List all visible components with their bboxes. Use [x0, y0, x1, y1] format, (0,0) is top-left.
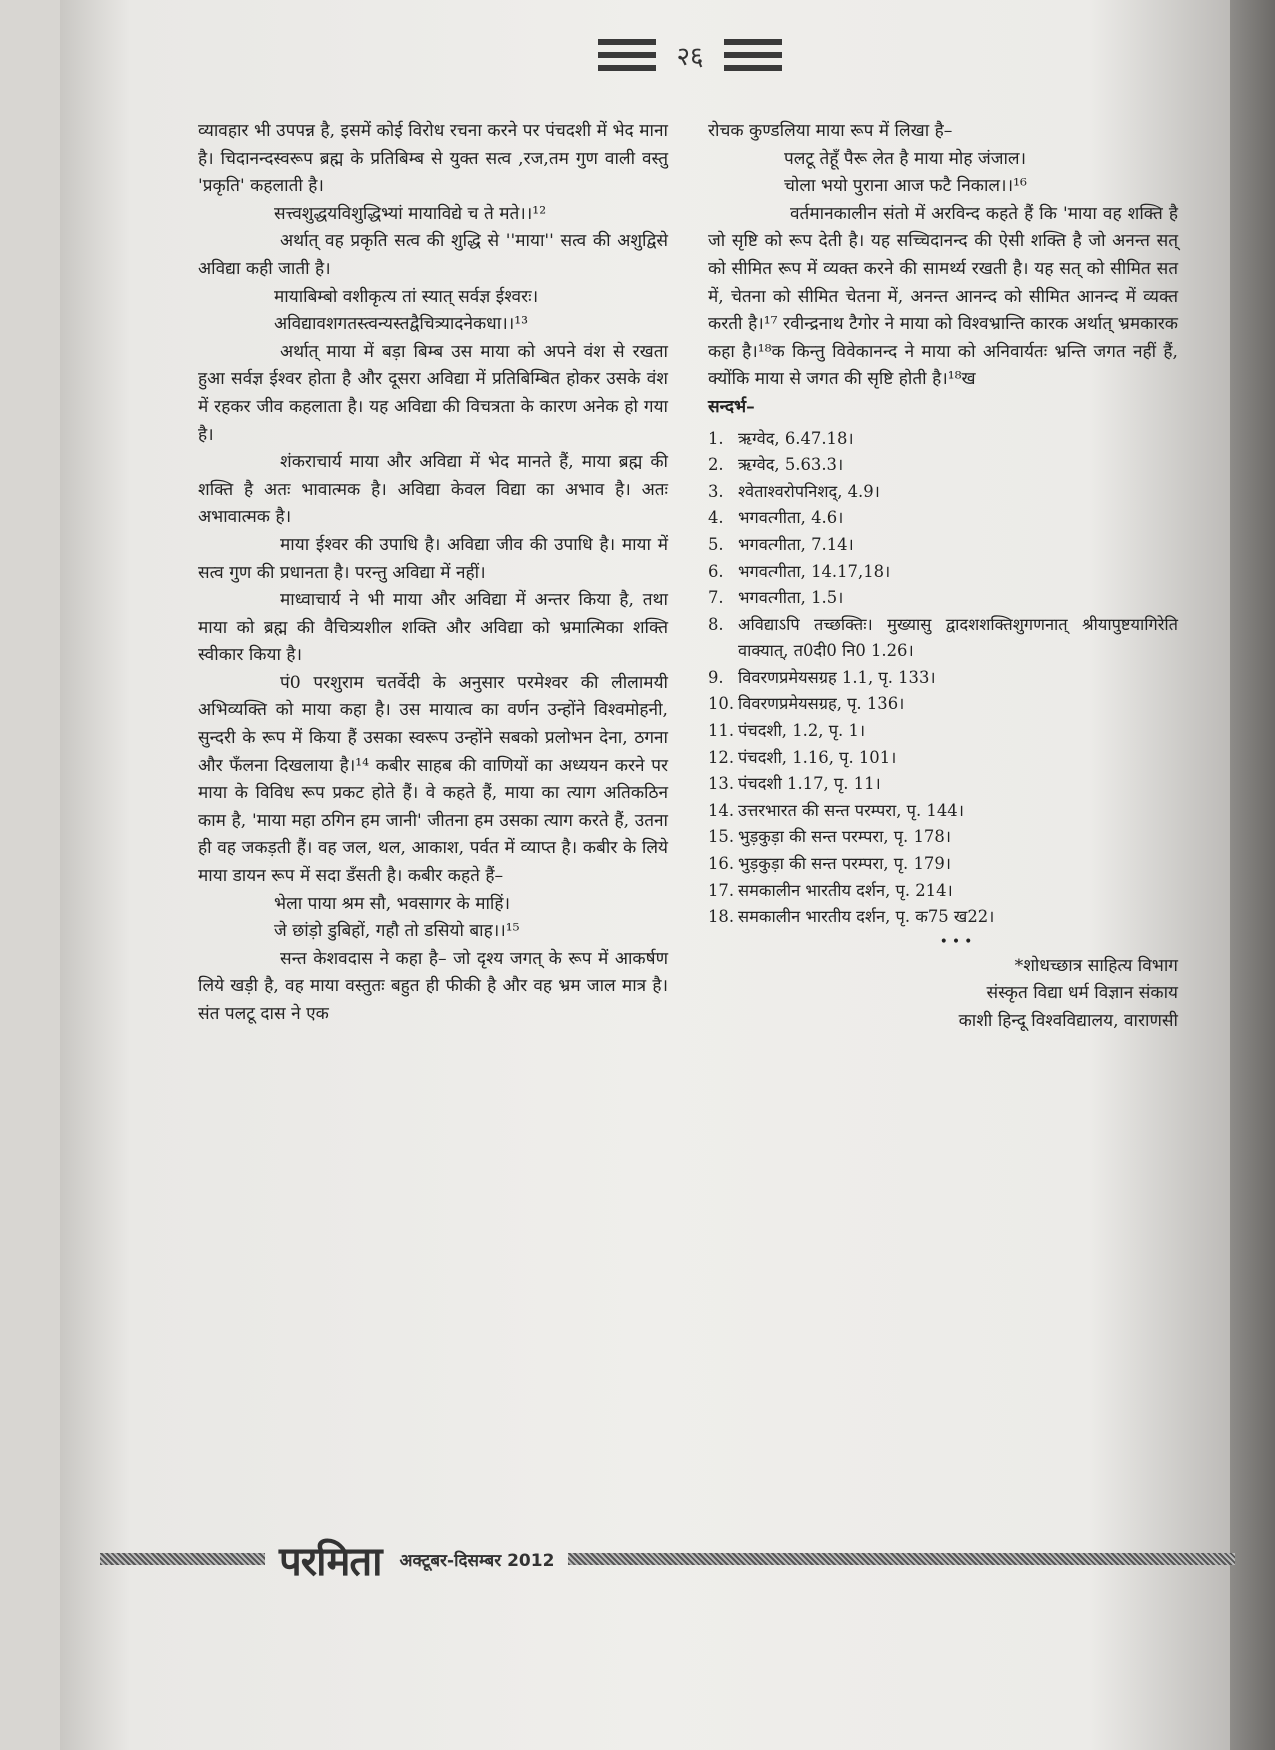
verse-line: चोला भयो पुराना आज फटै निकाल।।¹⁶	[784, 176, 1027, 197]
reference-item	[708, 718, 1178, 745]
reference-number: 17.	[708, 880, 735, 900]
verse-line: अविद्यावशगतस्त्वन्यस्तद्वैचित्र्यादनेकधा।।¹³	[274, 314, 529, 335]
left-column	[198, 118, 668, 1029]
reference-number: 10.	[708, 694, 735, 714]
author-line: संस्कृत विद्या धर्म विज्ञान संकाय	[986, 983, 1178, 1004]
reference-number: 18.	[708, 907, 735, 927]
reference-number: 8.	[708, 614, 724, 634]
page-header	[600, 20, 780, 90]
page-footer	[20, 1538, 1235, 1585]
page-number: २६	[676, 42, 704, 72]
author-affiliation	[708, 953, 1178, 1036]
footer-stripe	[100, 1553, 265, 1565]
reference-text: उत्तरभारत की सन्त परम्परा, पृ. 144।	[738, 800, 964, 820]
reference-text: पंचदशी, 1.16, पृ. 101।	[738, 747, 897, 767]
reference-item	[708, 691, 1178, 718]
reference-number: 1.	[708, 428, 724, 448]
references-list	[708, 426, 1178, 931]
reference-item	[708, 851, 1178, 878]
reference-text: भगवत्गीता, 1.5।	[738, 588, 844, 608]
paragraph: सन्त केशवदास ने कहा है– जो दृश्य जगत् के रूप में आकर्षण लिये खड़ी है, वह माया वस्तुतः बहुत ही फीकी है और वह भ्रम जाल मात्र है। संत पलटू दास ने एक	[198, 948, 668, 1024]
reference-text: अविद्याऽपि तच्छक्तिः। मुख्यासु द्वादशशक्तिशुगणनात् श्रीयापुष्टयागिरेति वाक्यात्, त0दी0 नि0 1.26।	[738, 614, 1178, 661]
reference-text: भुड़कुड़ा की सन्त परम्परा, पृ. 179।	[738, 854, 951, 874]
reference-text: भुड़कुड़ा की सन्त परम्परा, पृ. 178।	[738, 827, 951, 847]
reference-item	[708, 745, 1178, 772]
verse-line: भेला पाया श्रम सौ, भवसागर के माहिं।	[274, 893, 511, 914]
reference-item	[708, 665, 1178, 692]
reference-item	[708, 532, 1178, 559]
verse-line: मायाबिम्बो वशीकृत्य तां स्यात् सर्वज्ञ ईश्वरः।	[274, 286, 539, 307]
reference-text: समकालीन भारतीय दर्शन, पृ. 214।	[738, 880, 953, 900]
reference-number: 3.	[708, 481, 724, 501]
magazine-logo: परमिता	[279, 1538, 382, 1585]
verse-line: सत्त्वशुद्धयविशुद्धिभ्यां मायाविद्ये च ते मते।।¹²	[274, 203, 547, 224]
reference-text: विवरणप्रमेयसग्रह 1.1, पृ. 133।	[738, 667, 936, 687]
reference-item	[708, 771, 1178, 798]
header-ornament-left	[598, 39, 656, 71]
reference-number: 13.	[708, 774, 735, 794]
reference-text: भगवत्गीता, 14.17,18।	[738, 561, 891, 581]
reference-number: 15.	[708, 827, 735, 847]
reference-item	[708, 426, 1178, 453]
reference-number: 5.	[708, 534, 724, 554]
reference-item	[708, 798, 1178, 825]
reference-number: 9.	[708, 667, 724, 687]
reference-number: 16.	[708, 854, 735, 874]
reference-number: 2.	[708, 455, 724, 475]
reference-text: भगवत्गीता, 7.14।	[738, 534, 854, 554]
separator: •••	[939, 933, 977, 950]
right-column	[708, 118, 1178, 1036]
paragraph: अर्थात् माया में बड़ा बिम्ब उस माया को अपने वंश से रखता हुआ सर्वज्ञ ईश्वर होता है और दूसरा अविद्या में प्रतिबिम्बित होकर उसके वंश में रहकर जीव कहलाता है। यह अविद्या की विचत्रता के कारण अनेक हो गया है।	[198, 341, 668, 445]
references-heading: सन्दर्भ–	[708, 396, 755, 417]
reference-text: ऋग्वेद, 6.47.18।	[738, 428, 854, 448]
author-line: *शोधच्छात्र साहित्य विभाग	[1014, 955, 1178, 976]
reference-item	[708, 904, 1178, 931]
reference-text: पंचदशी, 1.2, पृ. 1।	[738, 721, 866, 741]
reference-number: 4.	[708, 508, 724, 528]
reference-item	[708, 585, 1178, 612]
issue-date: अक्टूबर-दिसम्बर 2012	[399, 1550, 555, 1571]
paragraph: रोचक कुण्डलिया माया रूप में लिखा है–	[708, 121, 953, 141]
author-line: काशी हिन्दू विश्वविद्यालय, वाराणसी	[958, 1011, 1178, 1031]
footer-stripe	[568, 1553, 1235, 1565]
reference-number: 6.	[708, 561, 724, 581]
verse-line: जे छांड़ो डुबिहों, गहौ तो डसियो बाह।।¹⁵	[274, 921, 520, 942]
verse-line: पलटू तेहूँ पैरू लेत है माया मोह जंजाल।	[784, 148, 1027, 169]
reference-item	[708, 559, 1178, 586]
reference-item	[708, 878, 1178, 905]
paragraph: वर्तमानकालीन संतो में अरविन्द कहते हैं कि 'माया वह शक्ति है जो सृष्टि को रूप देती है। यह सच्चिदानन्द की ऐसी शक्ति है जो अनन्त सत् को सीमित रूप में व्यक्त करने की सामर्थ्य रखती है। यह सत् को सीमित सत में, चेतना को सीमित चेतना में, अनन्त आनन्द को सीमित आनन्द में व्यक्त करती है।¹⁷ रवीन्द्रनाथ टैगोर ने माया को विश्वभ्रान्ति कारक अर्थात् भ्रमकारक कहा है।¹⁸क किन्तु विवेकानन्द ने माया को अनिवार्यतः भ्रन्ति जगत नहीं हैं, क्योंकि माया से जगत की सृष्टि होती है।¹⁸ख	[708, 203, 1178, 390]
reference-item	[708, 612, 1178, 665]
paragraph: व्यावहार भी उपपन्न है, इसमें कोई विरोध रचना करने पर पंचदशी में भेद माना है। चिदानन्दस्वरूप ब्रह्म के प्रतिबिम्ब से युक्त सत्व ,रज,तम गुण वाली वस्तु 'प्रकृति' कहलाती है।	[198, 121, 668, 197]
reference-number: 14.	[708, 800, 735, 820]
page-edge	[1230, 0, 1275, 1750]
reference-item	[708, 452, 1178, 479]
reference-item	[708, 824, 1178, 851]
reference-text: ऋग्वेद, 5.63.3।	[738, 455, 844, 475]
header-ornament-right	[724, 39, 782, 71]
reference-item	[708, 505, 1178, 532]
reference-text: विवरणप्रमेयसग्रह, पृ. 136।	[738, 694, 905, 714]
paragraph: माया ईश्वर की उपाधि है। अविद्या जीव की उपाधि है। माया में सत्व गुण की प्रधानता है। परन्तु अविद्या में नहीं।	[198, 534, 668, 583]
reference-number: 7.	[708, 588, 724, 608]
paragraph: पं0 परशुराम चतर्वेदी के अनुसार परमेश्वर की लीलामयी अभिव्यक्ति को माया कहा है। उस मायात्व का वर्णन उन्होंने विश्वमोहनी, सुन्दरी के रूप में किया हैं उसका स्वरूप उन्होंने सबको प्रलोभन देना, ठगना और फँलना दिखलाया है।¹⁴ कबीर साहब की वाणियों का अध्ययन करने पर माया के विविध रूप प्रकट होते हैं। वे कहते हैं, माया का त्याग अतिकठिन काम है, 'माया महा ठगिन हम जानी' जीतना हम उसका त्याग करते हैं, उतना ही वह जकड़ती हैं। वह जल, थल, आकाश, पर्वत में व्याप्त है। कबीर के लिये माया डायन रूप में सदा डँसती है। कबीर कहते हैं–	[198, 672, 668, 887]
reference-text: श्वेताश्वरोपनिशद्, 4.9।	[738, 481, 880, 501]
paragraph: शंकराचार्य माया और अविद्या में भेद मानते हैं, माया ब्रह्म की शक्ति है अतः भावात्मक है। अविद्या केवल विद्या का अभाव है। अतः अभावात्मक है।	[198, 452, 668, 528]
paragraph: अर्थात् वह प्रकृति सत्व की शुद्धि से ''माया'' सत्व की अशुद्विसे अविद्या कही जाती है।	[198, 231, 668, 279]
reference-number: 12.	[708, 747, 735, 767]
reference-text: भगवत्गीता, 4.6।	[738, 508, 844, 528]
reference-item	[708, 479, 1178, 506]
reference-number: 11.	[708, 721, 735, 741]
paragraph: माध्वाचार्य ने भी माया और अविद्या में अन्तर किया है, तथा माया को ब्रह्म की वैचित्र्यशील शक्ति और अविद्या को भ्रमात्मिका शक्ति स्वीकार किया है।	[198, 590, 668, 666]
reference-text: पंचदशी 1.17, पृ. 11।	[738, 774, 881, 794]
reference-text: समकालीन भारतीय दर्शन, पृ. क75 ख22।	[738, 907, 995, 927]
